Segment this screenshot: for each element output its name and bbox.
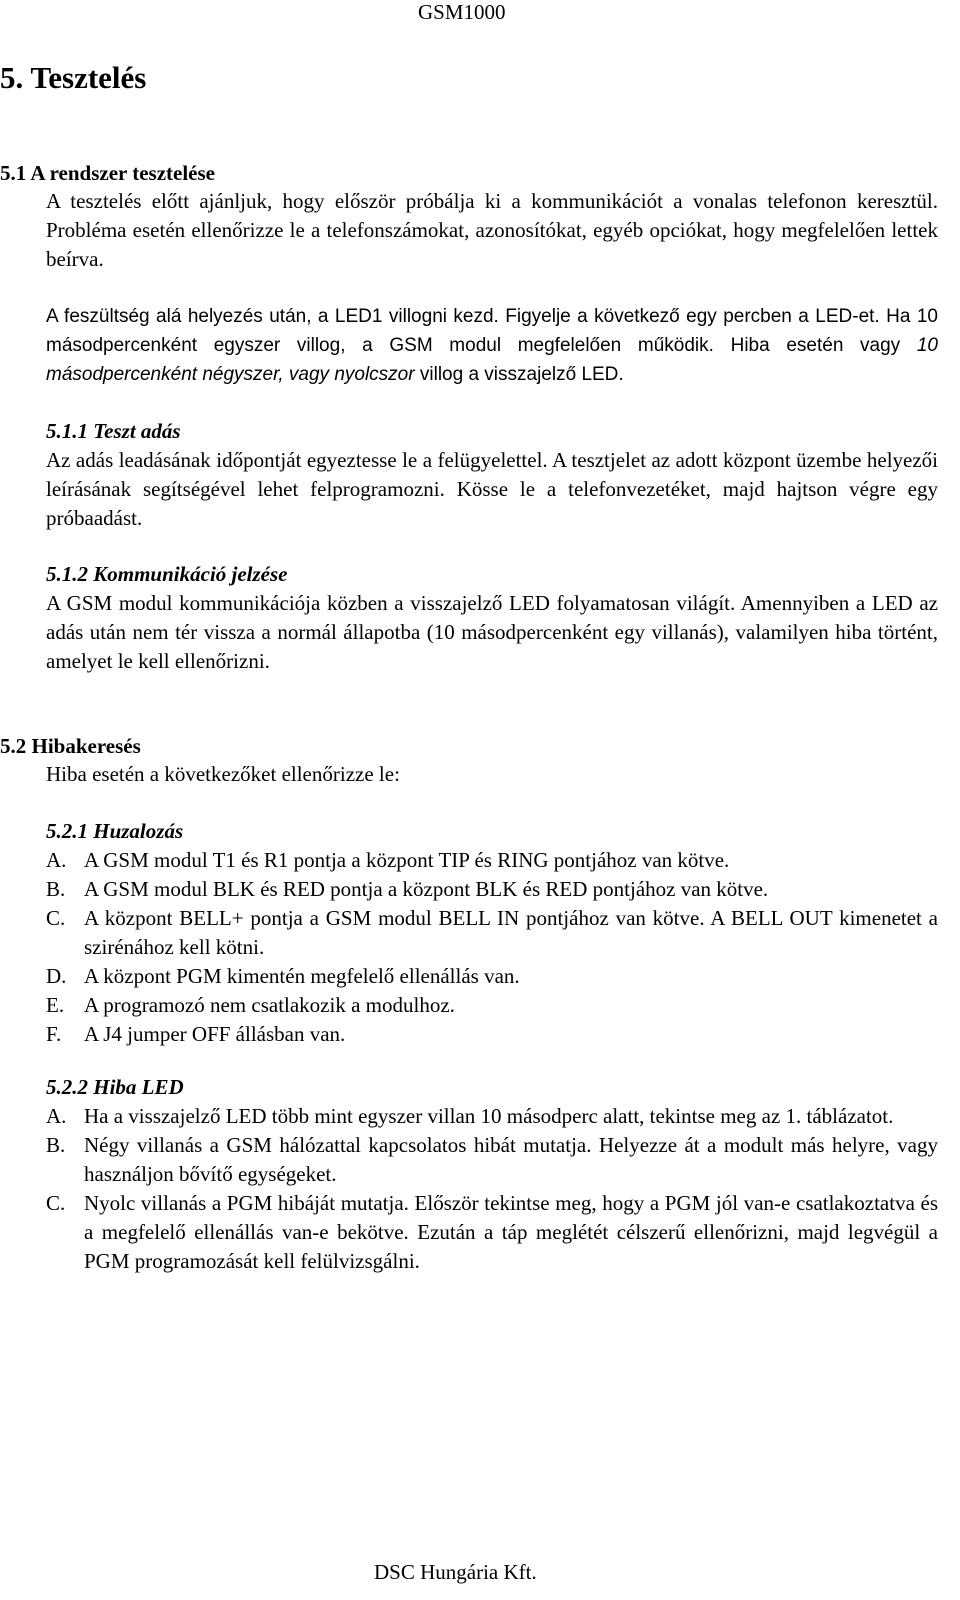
section-5-1-1-text: Az adás leadásának időpontját egyeztesse le a felügyelettel. A tesztjelet az adott központ üzembe helyezői leírásának segítségével lehet felprogramozni. Kösse le a telefonvezetéket, majd hajtson végre egy próbaadást. xyxy=(46,448,938,530)
led-text-b: villog a visszajelző LED. xyxy=(414,364,624,385)
section-5-2-text: Hiba esetén a következőket ellenőrizze le: xyxy=(46,762,400,786)
section-5-1-2-title: 5.1.2 Kommunikáció jelzése xyxy=(46,562,288,586)
section-5-1-title: 5.1 A rendszer tesztelése xyxy=(0,161,215,185)
list-item: B. Négy villanás a GSM hálózattal kapcsolatos hibát mutatja. Helyezze át a modult más helyre, vagy használjon bővítő egységeket. xyxy=(46,1133,938,1186)
list-item: F. A J4 jumper OFF állásban van. xyxy=(46,1022,346,1046)
led-text-italic: 10 másodpercenként négyszer, vagy nyolcszor xyxy=(46,335,938,385)
list-item: C. Nyolc villanás a PGM hibáját mutatja. Először tekintse meg, hogy a PGM jól van-e csatlakoztatva és a megfelelő ellenállás van-e bekötve. Ezután a táp meglétét célszerű ellenőrizni, majd legvégül a PGM programozását kell felülvizsgálni. xyxy=(46,1191,938,1273)
section-5-1-2-text: A GSM modul kommunikációja közben a visszajelző LED folyamatosan világít. Amennyiben a LED az adás után nem tér vissza a normál állapotba (10 másodpercenként egy villanás), valamilyen hiba történt, amelyet le kell ellenőrizni. xyxy=(46,591,938,673)
list-item: E. A programozó nem csatlakozik a modulhoz. xyxy=(46,993,455,1017)
list-item: B. A GSM modul BLK és RED pontja a központ BLK és RED pontjához van kötve. xyxy=(46,877,769,901)
list-item: A. Ha a visszajelző LED több mint egyszer villan 10 másodperc alatt, tekintse meg az 1. táblázatot. xyxy=(46,1104,894,1128)
chapter-title: 5. Tesztelés xyxy=(0,60,147,95)
section-5-2-2-title: 5.2.2 Hiba LED xyxy=(46,1075,184,1099)
footer-company: DSC Hungária Kft. xyxy=(374,1560,537,1584)
section-5-2-1-title: 5.2.1 Huzalozás xyxy=(46,819,184,843)
section-5-1-led-paragraph xyxy=(46,302,938,389)
header-doc-code: GSM1000 xyxy=(418,0,506,24)
section-5-1-1-title: 5.1.1 Teszt adás xyxy=(46,419,181,443)
list-item: D. A központ PGM kimentén megfelelő ellenállás van. xyxy=(46,964,520,988)
section-5-1-intro: A tesztelés előtt ajánljuk, hogy először próbálja ki a kommunikációt a vonalas telefonon keresztül. Probléma esetén ellenőrizze le a telefonszámokat, azonosítókat, egyéb opciókat, hogy megfelelően lettek beírva. xyxy=(46,189,938,271)
wiring-checklist xyxy=(46,846,938,1049)
section-5-2-title: 5.2 Hibakeresés xyxy=(0,734,141,758)
list-item: A. A GSM modul T1 és R1 pontja a központ TIP és RING pontjához van kötve. xyxy=(46,848,730,872)
list-item: C. A központ BELL+ pontja a GSM modul BELL IN pontjához van kötve. A BELL OUT kimenetet a szirénához kell kötni. xyxy=(46,906,938,959)
led-fault-list xyxy=(46,1102,938,1276)
led-text-a: A feszültség alá helyezés után, a LED1 villogni kezd. Figyelje a következő egy percben a LED-et. Ha 10 másodpercenként egyszer villog, a GSM modul megfelelően működik. Hiba esetén vagy xyxy=(46,306,938,356)
